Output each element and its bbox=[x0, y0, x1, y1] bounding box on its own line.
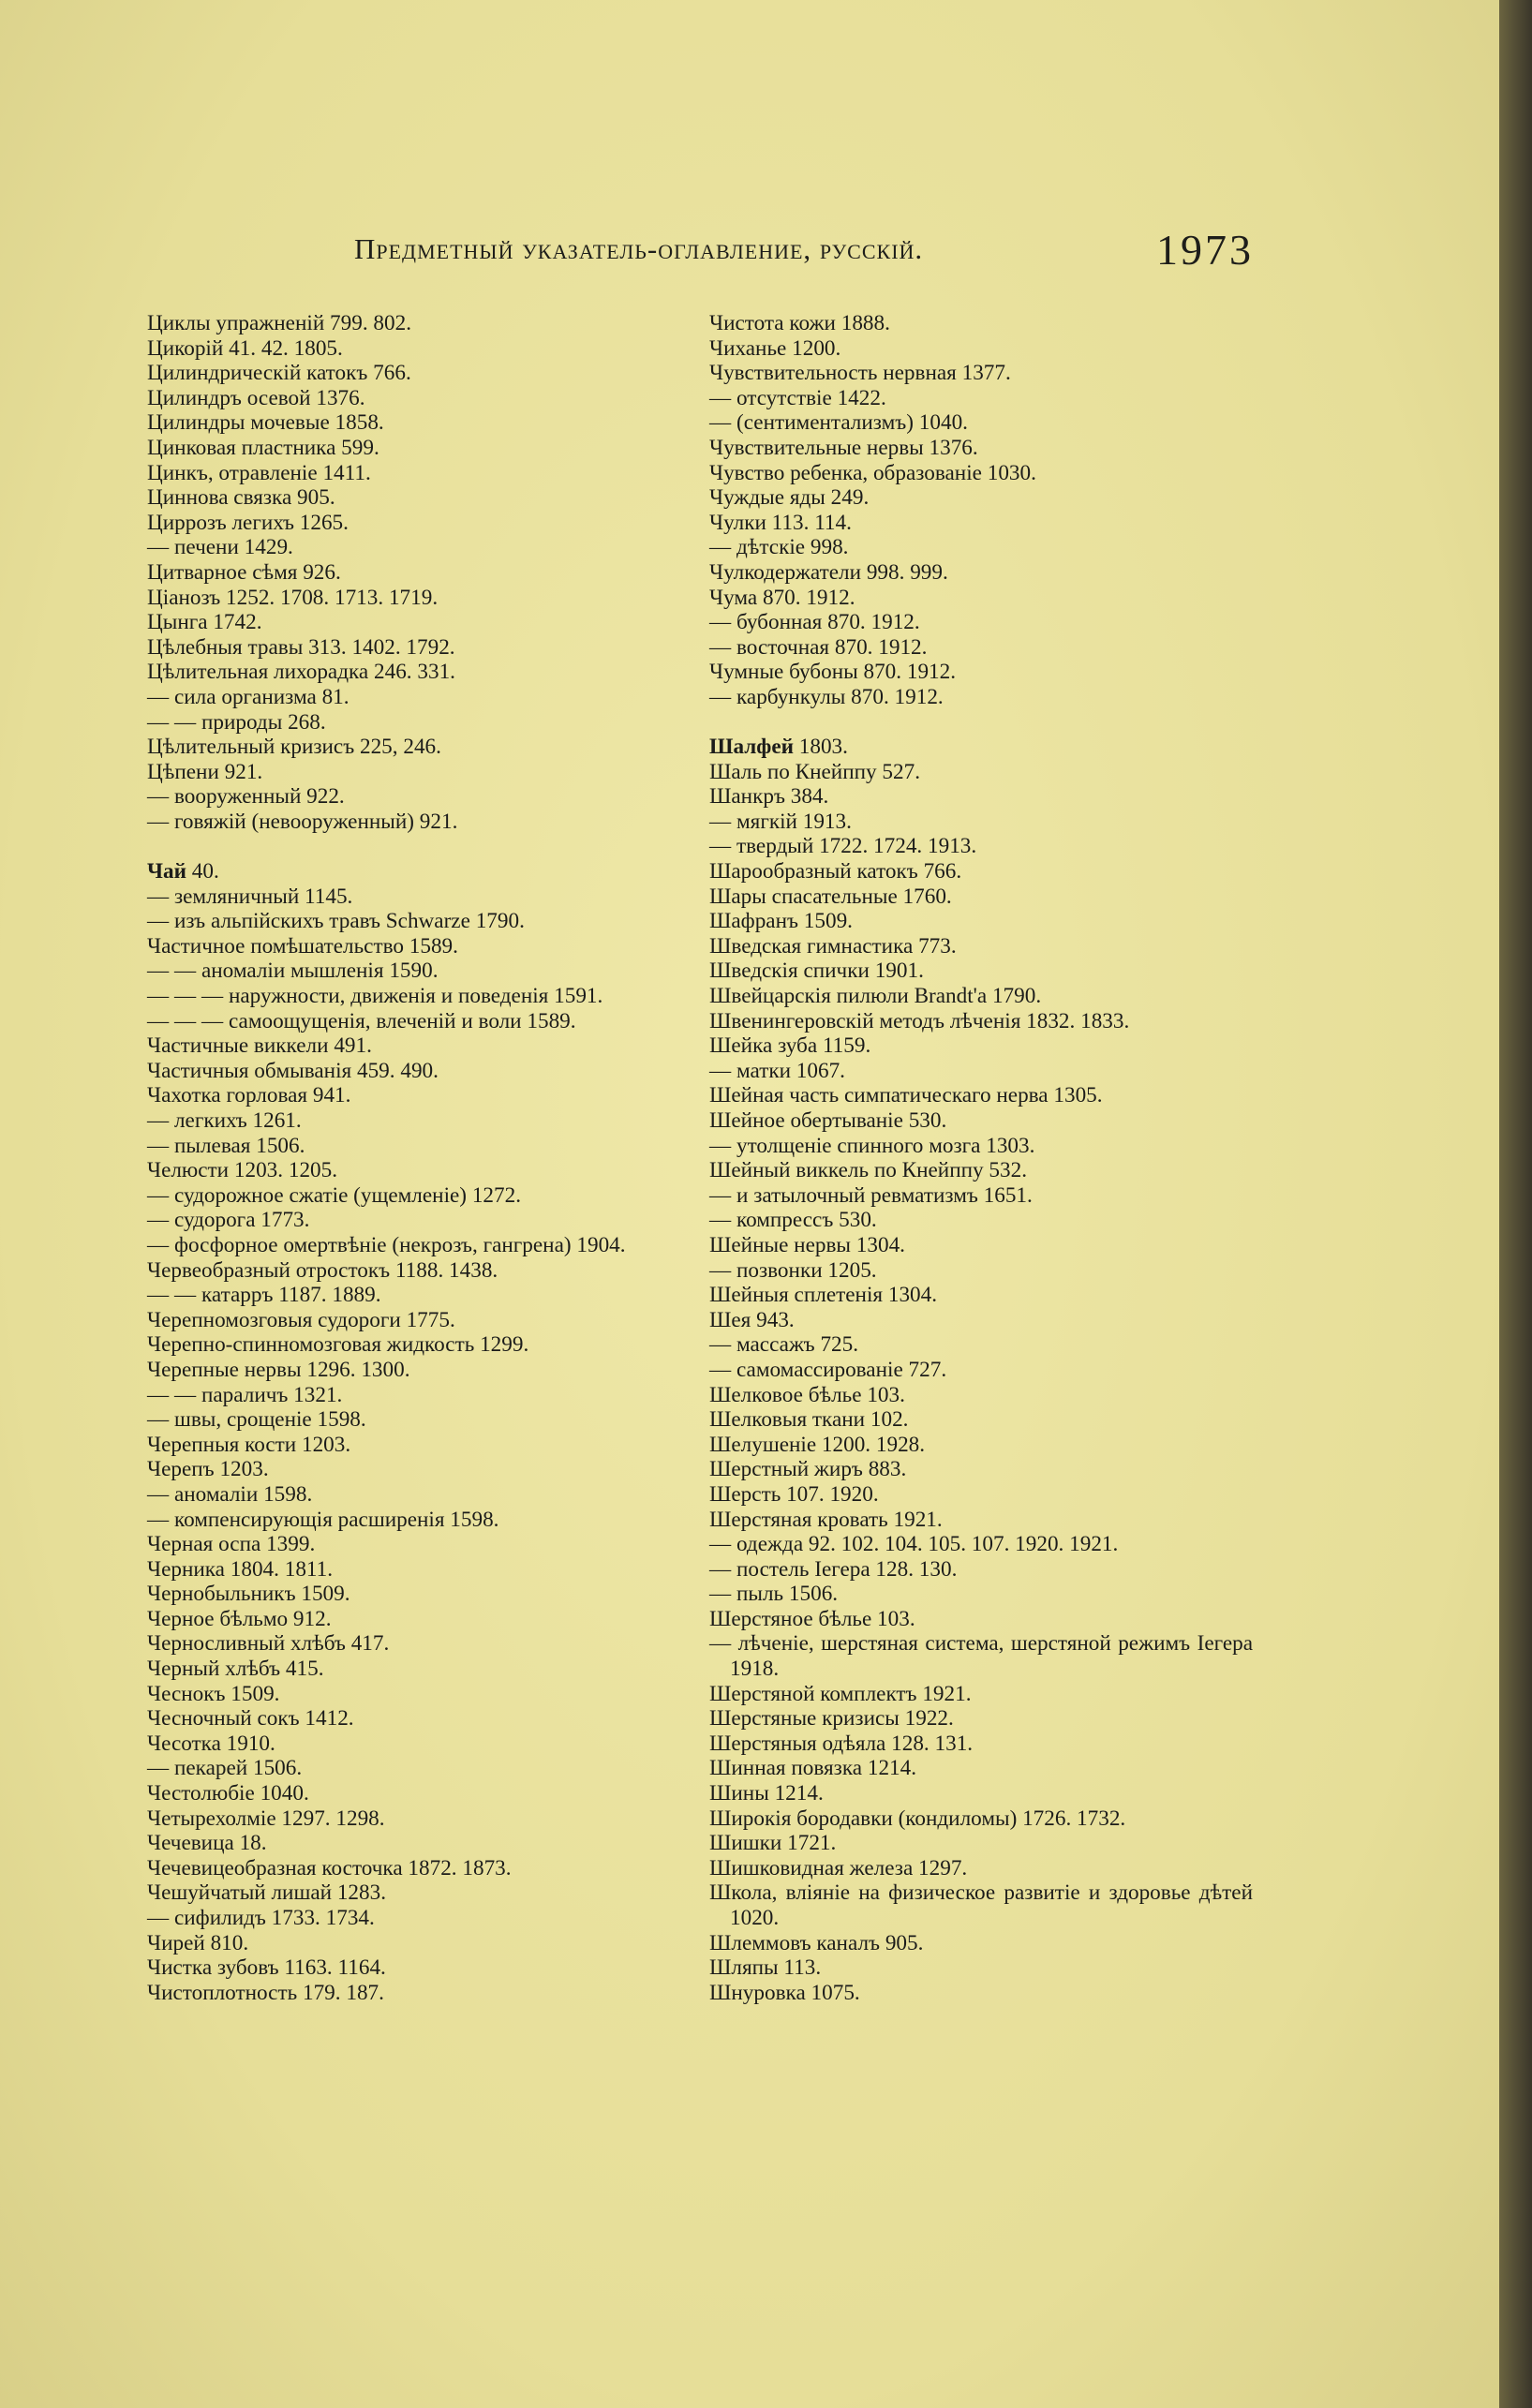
index-entry: Черносливный хлѣбъ 417. bbox=[147, 1631, 390, 1657]
index-entry: Циррозъ легихъ 1265. bbox=[147, 510, 349, 535]
index-entry: — постель Іегера 128. 130. bbox=[709, 1556, 958, 1582]
index-entry: Шелушеніе 1200. 1928. bbox=[709, 1432, 926, 1457]
index-entry: Циклы упражненій 799. 802. bbox=[147, 311, 411, 335]
index-entry: Цѣлительный кризисъ 225, 246. bbox=[147, 735, 441, 760]
index-entry: — — аномаліи мышленія 1590. bbox=[147, 959, 439, 984]
index-entry: — компрессъ 530. bbox=[709, 1208, 877, 1233]
index-entry: Шерстяной комплектъ 1921. bbox=[709, 1681, 972, 1706]
index-entry: Шаль по Кнейппу 527. bbox=[709, 759, 920, 784]
index-entry: Чумные бубоны 870. 1912. bbox=[709, 660, 957, 685]
index-entry: — сифилидъ 1733. 1734. bbox=[147, 1906, 375, 1930]
index-entry: Черное бѣльмо 912. bbox=[147, 1606, 332, 1631]
index-entry: Шелковыя ткани 102. bbox=[709, 1407, 909, 1433]
index-entry: Чулки 113. 114. bbox=[709, 510, 852, 535]
index-entry: Черника 1804. 1811. bbox=[147, 1556, 334, 1582]
index-entry: Челюсти 1203. 1205. bbox=[147, 1158, 338, 1183]
index-entry: — твердый 1722. 1724. 1913. bbox=[709, 834, 977, 859]
index-entry: — судорога 1773. bbox=[147, 1208, 310, 1233]
index-entry: — аномаліи 1598. bbox=[147, 1481, 313, 1507]
index-entry: — бубонная 870. 1912. bbox=[709, 610, 920, 635]
index-entry: — и затылочный ревматизмъ 1651. bbox=[709, 1182, 1033, 1208]
index-entry: Черная оспа 1399. bbox=[147, 1532, 316, 1557]
index-entry: Цикорій 41. 42. 1805. bbox=[147, 335, 343, 361]
index-entry: Частичное помѣшательство 1589. bbox=[147, 933, 458, 959]
index-entry: Червеобразный отростокъ 1188. 1438. bbox=[147, 1257, 498, 1283]
index-entry: — дѣтскіе 998. bbox=[709, 535, 849, 560]
index-entry: Четырехолміе 1297. 1298. bbox=[147, 1806, 385, 1831]
index-entry: Чернобыльникъ 1509. bbox=[147, 1582, 350, 1607]
index-entry: Шелковое бѣлье 103. bbox=[709, 1382, 905, 1407]
index-entry: Черепно-спинномозговая жидкость 1299. bbox=[147, 1332, 529, 1358]
index-entry: Шерстяное бѣлье 103. bbox=[709, 1606, 915, 1631]
index-entry: Чуждые яды 249. bbox=[709, 485, 870, 511]
index-entry: Чай 40. bbox=[147, 859, 219, 884]
index-entry: Шнуровка 1075. bbox=[709, 1980, 860, 2005]
index-entry: Школа, вліяніе на физическое развитіе и здоровье дѣтей 1020. bbox=[709, 1880, 1253, 1930]
index-entry: Шведская гимнастика 773. bbox=[709, 933, 957, 959]
index-entry: — пыль 1506. bbox=[709, 1582, 839, 1607]
index-entry: Чирей 810. bbox=[147, 1930, 249, 1955]
index-entry: Черепномозговыя судороги 1775. bbox=[147, 1307, 455, 1332]
index-entry: Шерстяные кризисы 1922. bbox=[709, 1706, 954, 1732]
index-entry: Чувство ребенка, образованіе 1030. bbox=[709, 460, 1036, 485]
index-entry: — судорожное сжатіе (ущемленіе) 1272. bbox=[147, 1182, 521, 1208]
index-entry: — утолщеніе спинного мозга 1303. bbox=[709, 1133, 1035, 1158]
index-entry: — — параличъ 1321. bbox=[147, 1382, 343, 1407]
index-entry: — — — наружности, движенія и поведенія 1591. bbox=[147, 984, 603, 1009]
index-entry: — лѣченіе, шерстяная система, шерстяной режимъ Іегера 1918. bbox=[709, 1631, 1253, 1682]
index-entry: Шведскія спички 1901. bbox=[709, 959, 924, 984]
index-entry: Цѣлительная лихорадка 246. 331. bbox=[147, 660, 455, 685]
index-entry: — (сентиментализмъ) 1040. bbox=[709, 410, 968, 436]
index-entry: Цинкъ, отравленіе 1411. bbox=[147, 460, 371, 485]
index-entry: Шафранъ 1509. bbox=[709, 909, 853, 934]
index-entry: Шейка зуба 1159. bbox=[709, 1033, 871, 1059]
index-entry: Шалфей 1803. bbox=[709, 735, 848, 760]
scan-binding-edge bbox=[1499, 0, 1532, 2408]
index-entry: Чувствительные нервы 1376. bbox=[709, 435, 978, 460]
index-entry: — самомассированіе 727. bbox=[709, 1357, 947, 1382]
index-entry: — компенсирующія расширенія 1598. bbox=[147, 1507, 499, 1532]
index-entry: — швы, срощеніе 1598. bbox=[147, 1407, 366, 1433]
index-entry: — вооруженный 922. bbox=[147, 784, 345, 810]
running-title: Предметный указатель-оглавление, русскій. bbox=[354, 232, 924, 265]
index-entry: Чистота кожи 1888. bbox=[709, 311, 890, 335]
index-entry: Цилиндры мочевые 1858. bbox=[147, 410, 384, 436]
index-entry: Чечевица 18. bbox=[147, 1831, 267, 1856]
index-entry: — массажъ 725. bbox=[709, 1332, 859, 1358]
running-header bbox=[354, 225, 1254, 281]
page-number: 1973 bbox=[1156, 226, 1254, 274]
index-entry: Шишки 1721. bbox=[709, 1831, 837, 1856]
index-entry: Швенингеровскій методъ лѣченія 1832. 1833. bbox=[709, 1008, 1130, 1033]
index-entry: — пекарей 1506. bbox=[147, 1756, 303, 1781]
index-entry: Цѣпени 921. bbox=[147, 759, 263, 784]
index-entry: Частичные виккели 491. bbox=[147, 1033, 372, 1059]
index-entry: Шарообразный катокъ 766. bbox=[709, 859, 962, 884]
index-entry: Цилиндръ осевой 1376. bbox=[147, 385, 365, 410]
index-entry: Шерстяныя одѣяла 128. 131. bbox=[709, 1731, 974, 1756]
index-entry: Ціанозъ 1252. 1708. 1713. 1719. bbox=[147, 585, 439, 610]
index-entry: Чесотка 1910. bbox=[147, 1731, 275, 1756]
index-entry: Шары спасательные 1760. bbox=[709, 884, 952, 909]
index-entry: Чума 870. 1912. bbox=[709, 585, 855, 610]
index-entry: Черепные нервы 1296. 1300. bbox=[147, 1357, 410, 1382]
index-entry: Шишковидная железа 1297. bbox=[709, 1855, 968, 1880]
index-entry: Чахотка горловая 941. bbox=[147, 1083, 351, 1108]
index-entry: Цынга 1742. bbox=[147, 610, 262, 635]
index-entry: Шейные нервы 1304. bbox=[709, 1232, 905, 1257]
index-entry: Шляпы 113. bbox=[709, 1955, 822, 1981]
index-entry: Шейное обертываніе 530. bbox=[709, 1108, 947, 1133]
index-entry: Чесночный сокъ 1412. bbox=[147, 1706, 354, 1732]
index-entry: Цинковая пластника 599. bbox=[147, 435, 379, 460]
index-entry: Частичныя обмыванія 459. 490. bbox=[147, 1058, 439, 1083]
index-entry: Цитварное сѣмя 926. bbox=[147, 559, 341, 585]
index-entry: Шинная повязка 1214. bbox=[709, 1756, 917, 1781]
index-entry: — — катарръ 1187. 1889. bbox=[147, 1283, 381, 1308]
index-entry: Шейныя сплетенія 1304. bbox=[709, 1283, 938, 1308]
index-entry: Черепныя кости 1203. bbox=[147, 1432, 351, 1457]
index-entry: Шины 1214. bbox=[709, 1781, 824, 1806]
index-entry: — изъ альпійскихъ травъ Schwarze 1790. bbox=[147, 909, 525, 934]
index-entry: — пылевая 1506. bbox=[147, 1133, 305, 1158]
index-entry: Цилиндрическій катокъ 766. bbox=[147, 361, 411, 386]
index-entry: Чечевицеобразная косточка 1872. 1873. bbox=[147, 1855, 512, 1880]
index-entry: — одежда 92. 102. 104. 105. 107. 1920. 1921. bbox=[709, 1532, 1119, 1557]
index-entry: Чешуйчатый лишай 1283. bbox=[147, 1880, 386, 1906]
index-entry: Чиханье 1200. bbox=[709, 335, 841, 361]
index-entry: Черепъ 1203. bbox=[147, 1457, 269, 1482]
index-entry: Честолюбіе 1040. bbox=[147, 1781, 309, 1806]
index-entry: Шлеммовъ каналъ 905. bbox=[709, 1930, 924, 1955]
index-entry: Широкія бородавки (кондиломы) 1726. 1732. bbox=[709, 1806, 1126, 1831]
index-entry: Шерстяная кровать 1921. bbox=[709, 1507, 943, 1532]
index-entry: Чеснокъ 1509. bbox=[147, 1681, 280, 1706]
index-entry: — отсутствіе 1422. bbox=[709, 385, 886, 410]
index-entry: Чистоплотность 179. 187. bbox=[147, 1980, 384, 2005]
index-entry: — позвонки 1205. bbox=[709, 1257, 877, 1283]
index-column-right bbox=[709, 311, 1253, 2005]
index-entry: — матки 1067. bbox=[709, 1058, 845, 1083]
index-entry: Шея 943. bbox=[709, 1307, 795, 1332]
index-entry: — говяжій (невооруженный) 921. bbox=[147, 809, 458, 834]
index-entry: — — — самоощущенія, влеченій и воли 1589. bbox=[147, 1008, 576, 1033]
index-entry: — фосфорное омертвѣніе (некрозъ, гангрена) 1904. bbox=[147, 1232, 626, 1257]
index-entry: Чувствительность нервная 1377. bbox=[709, 361, 1011, 386]
index-entry: — печени 1429. bbox=[147, 535, 293, 560]
index-entry: — карбункулы 870. 1912. bbox=[709, 684, 944, 709]
index-entry: — легкихъ 1261. bbox=[147, 1108, 302, 1133]
index-entry: Шейный виккель по Кнейппу 532. bbox=[709, 1158, 1027, 1183]
index-entry: Швейцарскія пилюли Brandt'а 1790. bbox=[709, 984, 1042, 1009]
index-entry: — земляничный 1145. bbox=[147, 884, 353, 909]
index-entry: Циннова связка 905. bbox=[147, 485, 335, 511]
index-entry: — сила организма 81. bbox=[147, 684, 350, 709]
index-entry: Шейная часть симпатическаго нерва 1305. bbox=[709, 1083, 1103, 1108]
index-entry: — мягкій 1913. bbox=[709, 809, 852, 834]
index-entry: Чулкодержатели 998. 999. bbox=[709, 559, 948, 585]
index-entry: Шанкръ 384. bbox=[709, 784, 829, 810]
index-entry: Чистка зубовъ 1163. 1164. bbox=[147, 1955, 386, 1981]
index-column-left bbox=[147, 311, 686, 2005]
index-entry: Цѣлебныя травы 313. 1402. 1792. bbox=[147, 634, 455, 660]
index-entry: — — природы 268. bbox=[147, 709, 326, 735]
index-entry: — восточная 870. 1912. bbox=[709, 634, 928, 660]
index-entry: Черный хлѣбъ 415. bbox=[147, 1657, 324, 1682]
index-entry: Шерсть 107. 1920. bbox=[709, 1481, 879, 1507]
index-entry: Шерстный жиръ 883. bbox=[709, 1457, 907, 1482]
